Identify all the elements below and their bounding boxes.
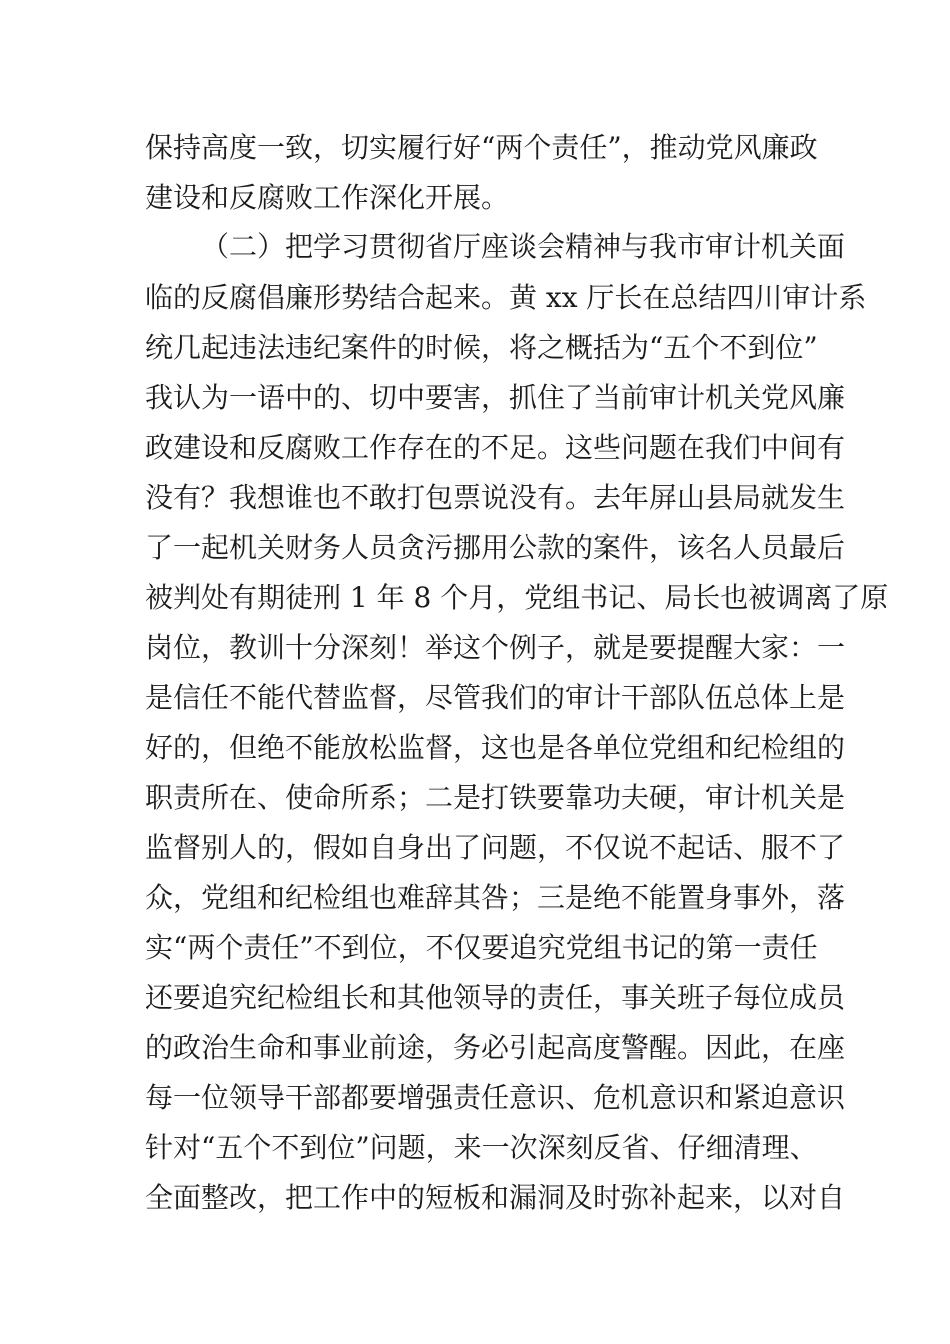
text-line: 监督别人的，假如自身出了问题，不仅说不起话、服不了 bbox=[145, 831, 846, 864]
text-line: 保持高度一致，切实履行好“两个责任”，推动党风廉政 bbox=[145, 131, 818, 164]
text-line: 众，党组和纪检组也难辞其咎；三是绝不能置身事外，落 bbox=[145, 881, 846, 914]
text-line: 是信任不能代替监督，尽管我们的审计干部队伍总体上是 bbox=[145, 681, 846, 714]
text-line: 好的，但绝不能放松监督，这也是各单位党组和纪检组的 bbox=[145, 731, 846, 764]
text-line: 还要追究纪检组长和其他领导的责任，事关班子每位成员 bbox=[145, 981, 846, 1014]
text-line: 没有？我想谁也不敢打包票说没有。去年屏山县局就发生 bbox=[145, 481, 846, 514]
text-line: 临的反腐倡廉形势结合起来。黄 xx 厅长在总结四川审计系 bbox=[145, 281, 867, 314]
text-line: 被判处有期徒刑 1 年 8 个月，党组书记、局长也被调离了原 bbox=[145, 581, 889, 614]
text-line: 我认为一语中的、切中要害，抓住了当前审计机关党风廉 bbox=[145, 381, 846, 414]
text-line: 统几起违法违纪案件的时候，将之概括为“五个不到位” bbox=[145, 331, 818, 364]
text-line: 实“两个责任”不到位，不仅要追究党组书记的第一责任 bbox=[145, 931, 818, 964]
text-line: 全面整改，把工作中的短板和漏洞及时弥补起来，以对自 bbox=[145, 1181, 846, 1214]
text-line: 针对“五个不到位”问题，来一次深刻反省、仔细清理、 bbox=[145, 1131, 818, 1164]
paragraph-start-line: （二）把学习贯彻省厅座谈会精神与我市审计机关面 bbox=[201, 230, 846, 263]
text-line: 了一起机关财务人员贪污挪用公款的案件，该名人员最后 bbox=[145, 531, 846, 564]
text-line: 岗位，教训十分深刻！举这个例子，就是要提醒大家：一 bbox=[145, 631, 846, 664]
text-line: 建设和反腐败工作深化开展。 bbox=[145, 181, 510, 214]
text-line: 的政治生命和事业前途，务必引起高度警醒。因此，在座 bbox=[145, 1031, 846, 1064]
text-line: 每一位领导干部都要增强责任意识、危机意识和紧迫意识 bbox=[145, 1081, 846, 1114]
text-line: 职责所在、使命所系；二是打铁要靠功夫硬，审计机关是 bbox=[145, 781, 846, 814]
text-line: 政建设和反腐败工作存在的不足。这些问题在我们中间有 bbox=[145, 431, 846, 464]
